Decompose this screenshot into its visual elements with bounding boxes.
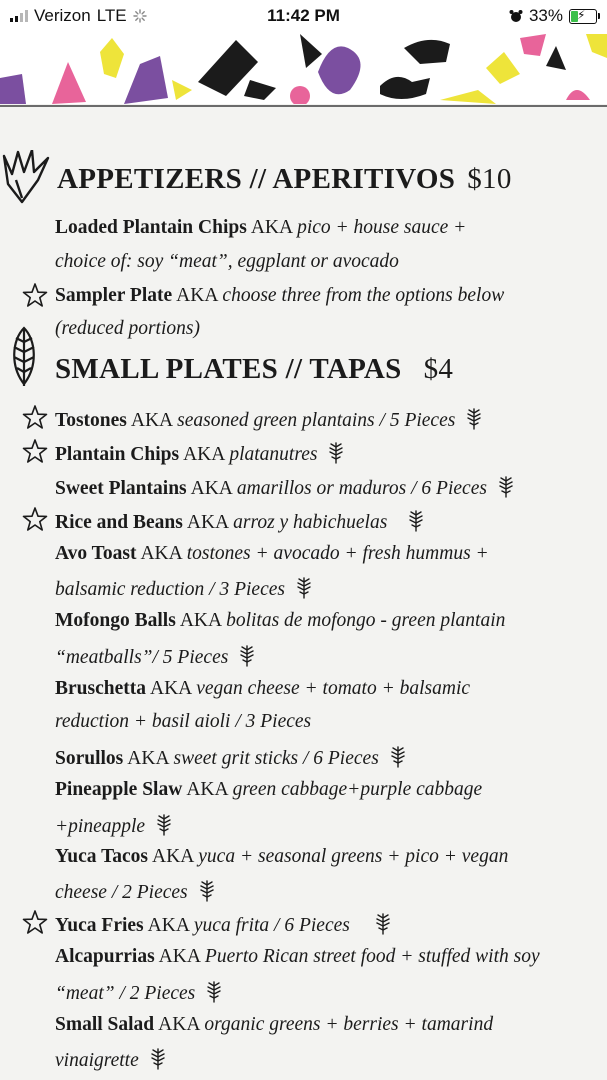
favorite-star-icon bbox=[22, 506, 48, 532]
battery-icon: ⚡ bbox=[569, 9, 597, 24]
menu-item-name: Yuca Tacos bbox=[55, 846, 149, 867]
menu-item-description: arroz y habichuelas bbox=[233, 512, 388, 533]
menu-item-aka: AKA bbox=[140, 543, 183, 564]
vegan-leaf-icon bbox=[383, 748, 407, 769]
menu-item-aka: AKA bbox=[176, 285, 219, 306]
menu-item-name: Sampler Plate bbox=[55, 285, 173, 306]
vegan-leaf-icon bbox=[232, 647, 256, 668]
menu-item-name: Alcapurrias bbox=[55, 946, 155, 967]
small-plates-price: $4 bbox=[423, 353, 454, 385]
menu-item-continuation bbox=[55, 577, 313, 600]
menu-item-description: bolitas de mofongo - green plantain bbox=[226, 610, 506, 631]
appetizers-title: APPETIZERS // APERITIVOS bbox=[57, 163, 456, 195]
menu-item-description: yuca frita / 6 Pieces bbox=[193, 915, 350, 936]
vegan-leaf-icon bbox=[459, 410, 483, 431]
network-label: LTE bbox=[96, 6, 127, 25]
menu-item-name: Sorullos bbox=[55, 748, 124, 769]
agave-plant-icon bbox=[2, 150, 50, 206]
vegan-leaf-icon bbox=[289, 579, 313, 600]
menu-item-description: pico + house sauce + bbox=[297, 217, 467, 238]
menu-item bbox=[55, 780, 482, 800]
menu-item-aka: AKA bbox=[158, 946, 201, 967]
menu-item-aka: AKA bbox=[147, 915, 190, 936]
menu-item-description: “meatballs”/ 5 Pieces bbox=[55, 647, 229, 668]
menu-item-description: yuca + seasonal greens + pico + vegan bbox=[198, 846, 509, 867]
menu-item bbox=[55, 408, 483, 431]
menu-item bbox=[55, 1015, 493, 1035]
status-time: 11:42 PM bbox=[267, 6, 340, 25]
menu-item-description: reduction + basil aioli / 3 Pieces bbox=[55, 711, 312, 732]
small-plates-title: SMALL PLATES // TAPAS bbox=[55, 353, 402, 385]
vegan-leaf-icon bbox=[143, 1050, 167, 1071]
menu-item bbox=[55, 913, 392, 936]
vegan-leaf-icon bbox=[491, 478, 515, 499]
vegan-leaf-icon bbox=[149, 816, 173, 837]
menu-item-description: green cabbage+purple cabbage bbox=[232, 779, 483, 800]
menu-item-continuation bbox=[55, 645, 256, 668]
menu-item-description: seasoned green plantains / 5 Pieces bbox=[177, 410, 456, 431]
appetizers-heading bbox=[57, 165, 512, 194]
battery-percent: 33% bbox=[528, 6, 563, 25]
menu-item-aka: AKA bbox=[179, 610, 223, 631]
menu-item-description: (reduced portions) bbox=[55, 318, 200, 339]
menu-item-description: “meat” / 2 Pieces bbox=[55, 983, 196, 1004]
menu-item-aka: AKA bbox=[186, 512, 230, 533]
menu-item bbox=[55, 476, 515, 499]
menu-item bbox=[55, 510, 425, 533]
menu-item-description: platanutres bbox=[229, 444, 318, 465]
vegan-leaf-icon bbox=[192, 882, 216, 903]
menu-item-continuation bbox=[55, 1048, 167, 1071]
menu-item-aka: AKA bbox=[186, 779, 229, 800]
menu-item-name: Small Salad bbox=[55, 1014, 155, 1035]
menu-item-description: vinaigrette bbox=[55, 1050, 139, 1071]
menu-item-name: Pineapple Slaw bbox=[55, 779, 183, 800]
menu-item-description: cheese / 2 Pieces bbox=[55, 882, 188, 903]
menu-item-name: Mofongo Balls bbox=[55, 610, 176, 631]
menu-item-aka: AKA bbox=[183, 444, 226, 465]
menu-item-name: Tostones bbox=[55, 410, 127, 431]
menu-item-description: +pineapple bbox=[55, 816, 146, 837]
menu-item-continuation bbox=[55, 814, 173, 837]
menu-item-description: vegan cheese + tomato + balsamic bbox=[196, 678, 471, 699]
menu-item-name: Yuca Fries bbox=[55, 915, 144, 936]
favorite-star-icon bbox=[22, 404, 48, 430]
menu-item-continuation bbox=[55, 319, 200, 339]
menu-item-aka: AKA bbox=[190, 478, 233, 499]
menu-item bbox=[55, 611, 505, 631]
menu-item-name: Sweet Plantains bbox=[55, 478, 187, 499]
menu-item-description: choice of: soy “meat”, eggplant or avocado bbox=[55, 251, 399, 272]
menu-item-name: Plantain Chips bbox=[55, 444, 180, 465]
menu-item-continuation bbox=[55, 252, 399, 272]
menu-item-aka: AKA bbox=[130, 410, 174, 431]
menu-item-aka: AKA bbox=[250, 217, 294, 238]
menu-item-continuation bbox=[55, 712, 311, 732]
menu-item-description: choose three from the options below bbox=[222, 285, 505, 306]
menu-item bbox=[55, 746, 407, 769]
menu-item-name: Rice and Beans bbox=[55, 512, 183, 533]
favorite-star-icon bbox=[22, 282, 48, 308]
vegan-leaf-icon bbox=[321, 444, 345, 465]
menu-item bbox=[55, 947, 540, 967]
menu-item bbox=[55, 442, 345, 465]
menu-item-name: Avo Toast bbox=[55, 543, 137, 564]
carrier-label: Verizon bbox=[34, 6, 91, 25]
palm-leaf-icon bbox=[8, 326, 40, 388]
menu-item-aka: AKA bbox=[158, 1014, 201, 1035]
small-plates-heading bbox=[55, 355, 453, 384]
menu-item-description: organic greens + berries + tamarind bbox=[204, 1014, 494, 1035]
menu-item-name: Loaded Plantain Chips bbox=[55, 217, 247, 238]
menu-item-continuation bbox=[55, 880, 216, 903]
menu-item-continuation bbox=[55, 981, 223, 1004]
menu-item bbox=[55, 286, 504, 306]
menu-item-aka: AKA bbox=[150, 678, 193, 699]
menu-item-description: balsamic reduction / 3 Pieces bbox=[55, 579, 285, 600]
vegan-leaf-icon bbox=[401, 512, 425, 533]
favorite-star-icon bbox=[22, 438, 48, 464]
favorite-star-icon bbox=[22, 909, 48, 935]
menu-item bbox=[55, 847, 508, 867]
vegan-leaf-icon bbox=[368, 915, 392, 936]
menu-item-description: Puerto Rican street food + stuffed with soy bbox=[204, 946, 540, 967]
menu-item-aka: AKA bbox=[127, 748, 170, 769]
menu-item-name: Bruschetta bbox=[55, 678, 146, 699]
vegan-leaf-icon bbox=[199, 983, 223, 1004]
menu-item bbox=[55, 679, 470, 699]
menu-item bbox=[55, 218, 466, 238]
appetizers-price: $10 bbox=[467, 163, 512, 195]
menu-item-description: amarillos or maduros / 6 Pieces bbox=[236, 478, 487, 499]
menu-item-description: sweet grit sticks / 6 Pieces bbox=[173, 748, 379, 769]
menu-item-description: tostones + avocado + fresh hummus + bbox=[186, 543, 489, 564]
menu-item bbox=[55, 544, 489, 564]
menu-item-aka: AKA bbox=[152, 846, 195, 867]
